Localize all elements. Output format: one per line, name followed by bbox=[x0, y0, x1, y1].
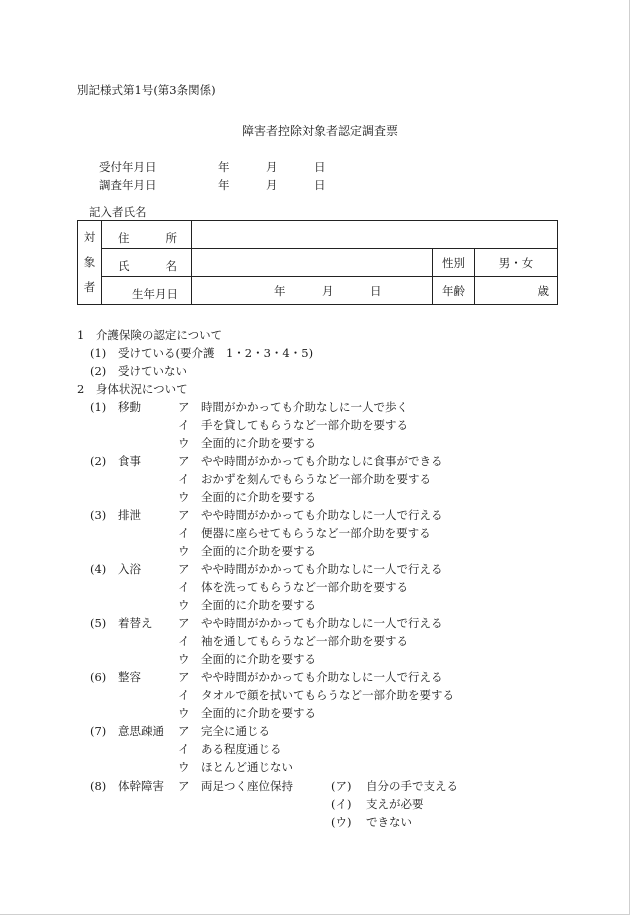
name-label-cell: 氏 名 bbox=[102, 249, 192, 277]
trunk-option-mark: ア bbox=[178, 779, 190, 793]
option-text: 全面的に介助を要する bbox=[201, 598, 316, 612]
option-text: ほとんど通じない bbox=[201, 760, 293, 774]
option-mark: イ bbox=[178, 472, 190, 486]
page-title: 障害者控除対象者認定調査票 bbox=[242, 124, 399, 138]
option-mark: イ bbox=[178, 634, 190, 648]
option-text: おかずを刻んでもらうなど一部介助を要する bbox=[201, 472, 431, 486]
category-num: (3) bbox=[90, 508, 107, 522]
trunk-sub-text: 自分の手で支える bbox=[366, 779, 458, 793]
option-text: やや時間がかかっても介助なしに一人で行える bbox=[201, 562, 443, 576]
address-label-cell: 住 所 bbox=[102, 221, 192, 249]
option-mark: ウ bbox=[178, 760, 190, 774]
trunk-option-text: 両足つく座位保持 bbox=[201, 779, 293, 793]
category-name: 移動 bbox=[118, 400, 141, 414]
age-label: 年齢 bbox=[433, 277, 475, 305]
category-name: 排泄 bbox=[118, 508, 141, 522]
birth-day-unit: 日 bbox=[370, 284, 382, 298]
trunk-num: (8) bbox=[90, 779, 107, 793]
category-name: 着替え bbox=[118, 616, 153, 630]
category-name: 意思疎通 bbox=[118, 724, 164, 738]
category-num: (7) bbox=[90, 724, 107, 738]
option-mark: ウ bbox=[178, 598, 190, 612]
received-day-unit: 日 bbox=[314, 160, 326, 174]
option-text: 手を貸してもらうなど一部介助を要する bbox=[201, 418, 408, 432]
category-name: 入浴 bbox=[118, 562, 141, 576]
category-num: (1) bbox=[90, 400, 107, 414]
filler-name-label: 記入者氏名 bbox=[89, 205, 147, 219]
option-mark: イ bbox=[178, 418, 190, 432]
option-mark: イ bbox=[178, 526, 190, 540]
care-cert-item-num: (2) bbox=[90, 364, 107, 378]
form-number-label: 別記様式第1号(第3条関係) bbox=[77, 83, 216, 97]
option-text: やや時間がかかっても介助なしに食事ができる bbox=[201, 454, 443, 468]
birth-year-unit: 年 bbox=[274, 284, 286, 298]
option-text: 全面的に介助を要する bbox=[201, 544, 316, 558]
subject-side-label: 対 象 者 bbox=[78, 221, 102, 305]
survey-day-unit: 日 bbox=[314, 178, 326, 192]
option-text: やや時間がかかっても介助なしに一人で行える bbox=[201, 616, 443, 630]
care-cert-item-num: (1) bbox=[90, 346, 107, 360]
care-cert-item-text: 受けている(要介護 1・2・3・4・5) bbox=[118, 346, 314, 360]
option-text: 体を洗ってもらうなど一部介助を要する bbox=[201, 580, 408, 594]
option-text: タオルで顔を拭いてもらうなど一部介助を要する bbox=[201, 688, 454, 702]
subject-info-table bbox=[77, 220, 558, 305]
option-text: やや時間がかかっても介助なしに一人で行える bbox=[201, 670, 443, 684]
trunk-sub-mark: (ウ) bbox=[331, 815, 352, 829]
option-mark: ア bbox=[178, 670, 190, 684]
option-text: 全面的に介助を要する bbox=[201, 652, 316, 666]
birthdate-label-cell: 生 年 月 日 bbox=[102, 277, 192, 305]
option-mark: ア bbox=[178, 616, 190, 630]
category-name: 整容 bbox=[118, 670, 141, 684]
section1-heading: 1 介護保険の認定について bbox=[77, 328, 223, 342]
trunk-sub-mark: (イ) bbox=[331, 797, 352, 811]
option-text: 全面的に介助を要する bbox=[201, 436, 316, 450]
option-mark: イ bbox=[178, 580, 190, 594]
option-text: 便器に座らせてもらうなど一部介助を要する bbox=[201, 526, 431, 540]
option-text: 全面的に介助を要する bbox=[201, 706, 316, 720]
option-mark: ウ bbox=[178, 436, 190, 450]
received-date-label: 受付年月日 bbox=[99, 160, 157, 174]
gender-label: 性別 bbox=[433, 249, 475, 277]
trunk-sub-text: 支えが必要 bbox=[366, 797, 424, 811]
option-mark: ウ bbox=[178, 544, 190, 558]
received-month-unit: 月 bbox=[266, 160, 278, 174]
option-text: ある程度通じる bbox=[201, 742, 282, 756]
address-field[interactable] bbox=[192, 221, 558, 249]
care-cert-item-text: 受けていない bbox=[118, 364, 187, 378]
option-mark: ア bbox=[178, 400, 190, 414]
option-text: 完全に通じる bbox=[201, 724, 270, 738]
received-year-unit: 年 bbox=[218, 160, 230, 174]
option-mark: イ bbox=[178, 688, 190, 702]
category-num: (6) bbox=[90, 670, 107, 684]
option-text: 時間がかかっても介助なしに一人で歩く bbox=[201, 400, 408, 414]
category-num: (4) bbox=[90, 562, 107, 576]
category-name: 食事 bbox=[118, 454, 141, 468]
option-mark: ア bbox=[178, 508, 190, 522]
option-mark: ウ bbox=[178, 652, 190, 666]
option-mark: ア bbox=[178, 562, 190, 576]
name-field[interactable] bbox=[192, 249, 433, 277]
option-text: 全面的に介助を要する bbox=[201, 490, 316, 504]
option-mark: ウ bbox=[178, 706, 190, 720]
option-mark: ウ bbox=[178, 490, 190, 504]
section2-heading: 2 身体状況について bbox=[77, 382, 188, 396]
option-mark: イ bbox=[178, 742, 190, 756]
option-mark: ア bbox=[178, 454, 190, 468]
category-num: (2) bbox=[90, 454, 107, 468]
age-field[interactable]: 歳 bbox=[475, 277, 558, 305]
option-text: やや時間がかかっても介助なしに一人で行える bbox=[201, 508, 443, 522]
birthdate-field[interactable] bbox=[192, 277, 433, 305]
option-text: 袖を通してもらうなど一部介助を要する bbox=[201, 634, 408, 648]
trunk-name: 体幹障害 bbox=[118, 779, 164, 793]
survey-month-unit: 月 bbox=[266, 178, 278, 192]
birth-month-unit: 月 bbox=[322, 284, 334, 298]
survey-date-label: 調査年月日 bbox=[99, 178, 157, 192]
trunk-sub-text: できない bbox=[366, 815, 412, 829]
gender-field[interactable]: 男・女 bbox=[475, 249, 558, 277]
trunk-sub-mark: (ア) bbox=[331, 779, 352, 793]
category-num: (5) bbox=[90, 616, 107, 630]
option-mark: ア bbox=[178, 724, 190, 738]
survey-year-unit: 年 bbox=[218, 178, 230, 192]
